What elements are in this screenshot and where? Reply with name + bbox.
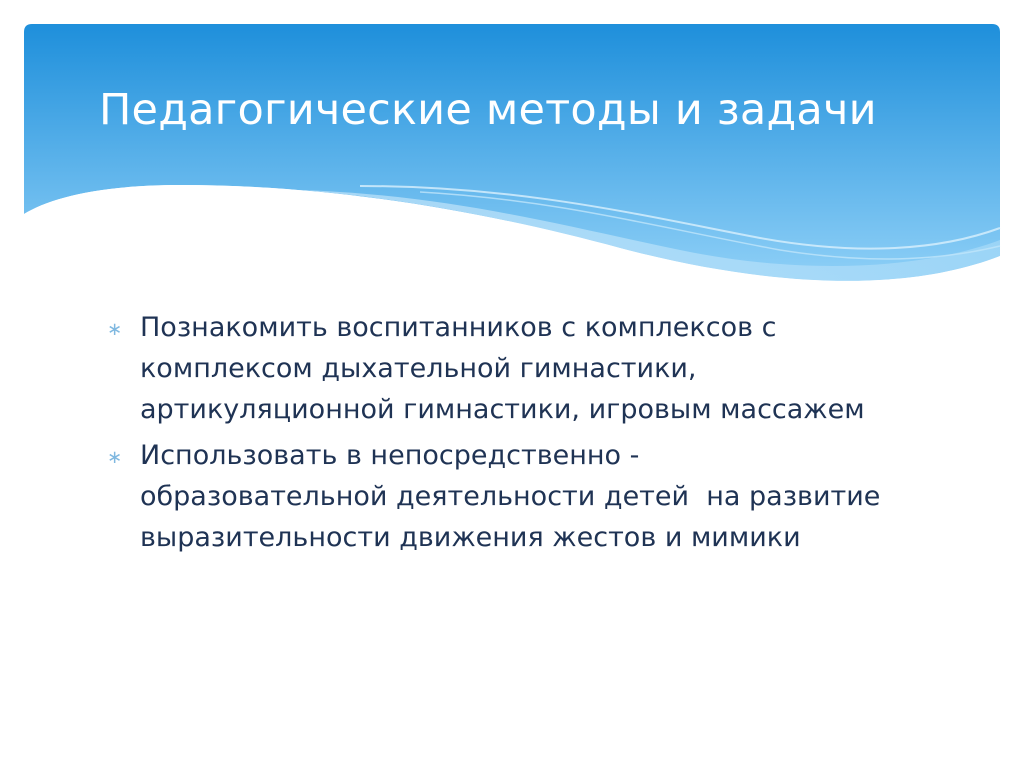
bullet-list xyxy=(107,307,947,563)
bullet-item xyxy=(107,435,947,558)
bullet-text: Познакомить воспитанников с комплексов с комплексом дыхательной гимнастики, артикуляционной гимнастики, игровым массажем xyxy=(140,312,865,425)
bullet-item xyxy=(107,307,947,430)
asterisk-bullet-icon: ∗ xyxy=(107,319,123,339)
asterisk-bullet-icon: ∗ xyxy=(107,447,123,467)
header-wave-background xyxy=(0,0,1024,300)
slide-title: Педагогические методы и задачи xyxy=(99,85,877,135)
bullet-text: Использовать в непосредственно - образовательной деятельности детей на развитие выразительности движения жестов и мимики xyxy=(140,440,881,553)
